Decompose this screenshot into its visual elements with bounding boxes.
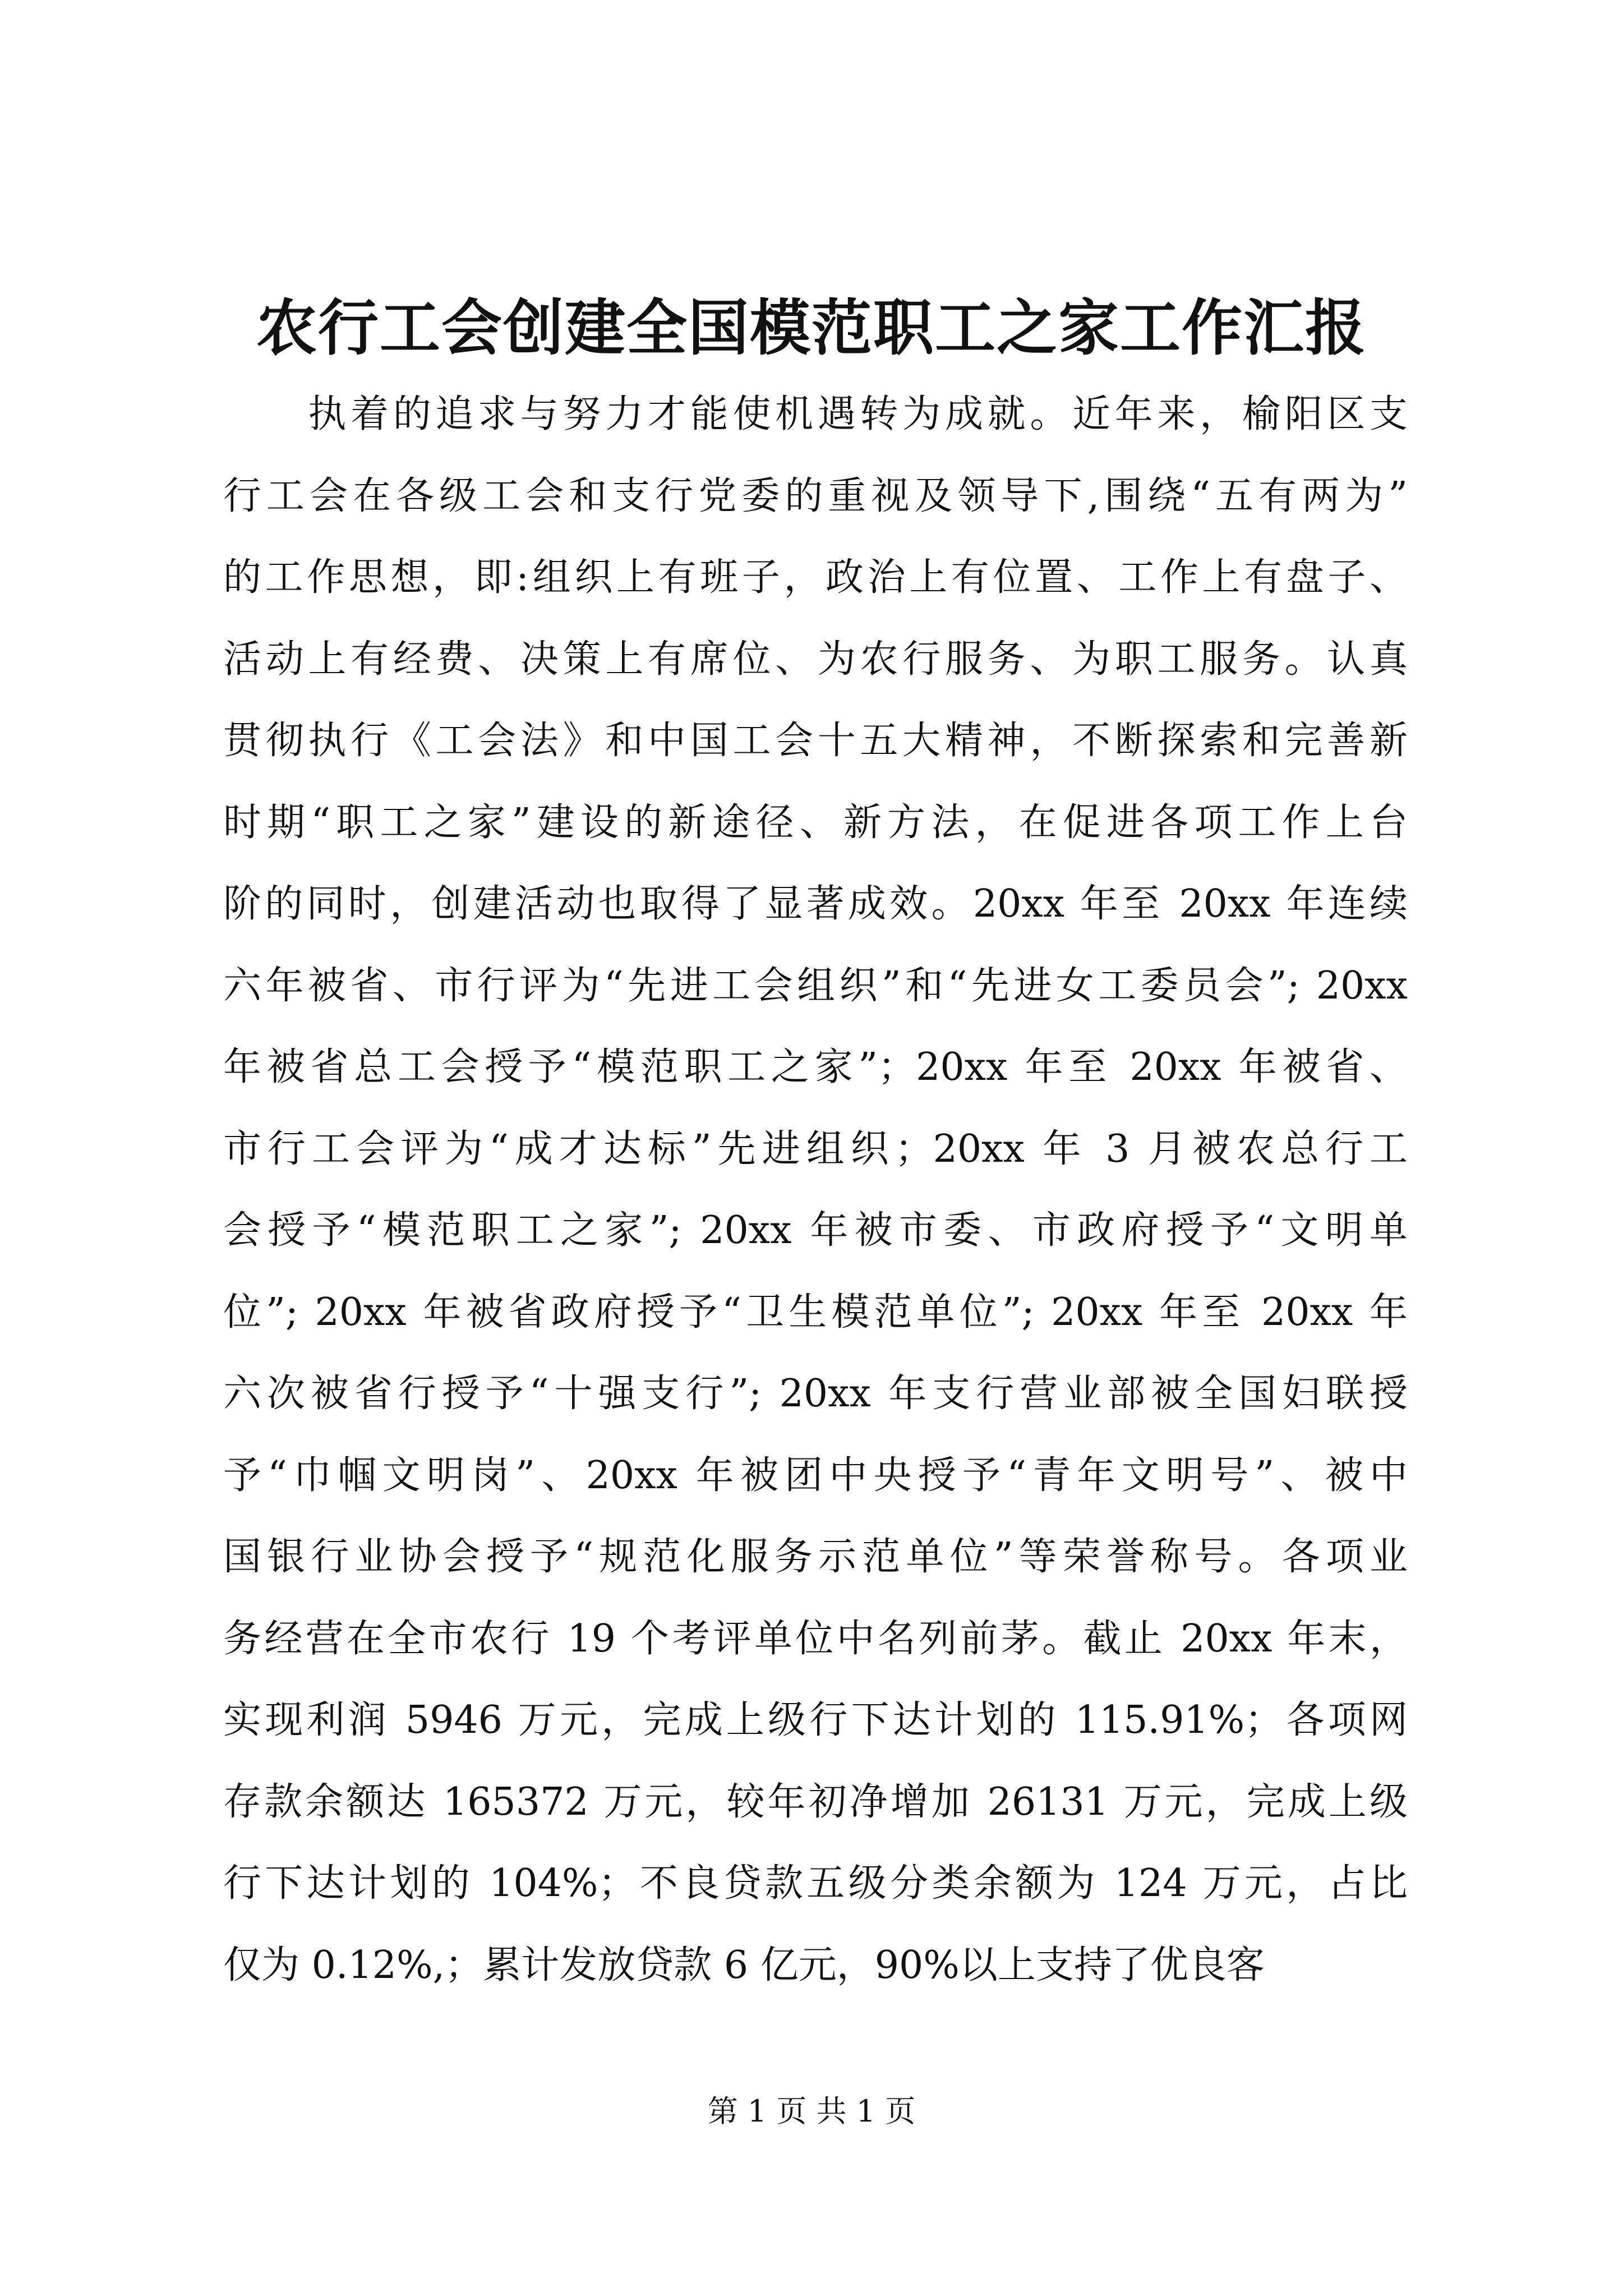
document-body	[223, 374, 1408, 2006]
body-line: 行工会在各级工会和支行党委的重视及领导下,围绕“五有两为”	[223, 473, 1408, 518]
body-line: 实现利润 5946 万元，完成上级行下达计划的 115.91%；各项网	[223, 1698, 1408, 1742]
body-line: 执着的追求与努力才能使机遇转为成就。近年来，榆阳区支	[223, 392, 1408, 436]
body-line: 存款余额达 165372 万元，较年初净增加 26131 万元，完成上级	[223, 1779, 1408, 1824]
body-line: 的工作思想，即:组织上有班子，政治上有位置、工作上有盘子、	[223, 555, 1408, 600]
body-line: 行下达计划的 104%；不良贷款五级分类余额为 124 万元，占比	[223, 1861, 1408, 1906]
body-line: 务经营在全市农行 19 个考评单位中名列前茅。截止 20xx 年末，	[223, 1616, 1408, 1661]
body-line: 六次被省行授予“十强支行”; 20xx 年支行营业部被全国妇联授	[223, 1372, 1408, 1416]
body-line: 市行工会评为“成才达标”先进组织；20xx 年 3 月被农总行工	[223, 1126, 1408, 1171]
document-title: 农行工会创建全国模范职工之家工作汇报	[256, 293, 1367, 364]
body-line: 时期“职工之家”建设的新途径、新方法，在促进各项工作上台	[223, 800, 1408, 845]
body-line: 国银行业协会授予“规范化服务示范单位”等荣誉称号。各项业	[223, 1535, 1408, 1579]
body-line: 年被省总工会授予“模范职工之家”；20xx 年至 20xx 年被省、	[223, 1045, 1408, 1089]
body-line: 贯彻执行《工会法》和中国工会十五大精神，不断探索和完善新	[223, 719, 1408, 763]
body-line: 阶的同时，创建活动也取得了显著成效。20xx 年至 20xx 年连续	[223, 882, 1408, 926]
body-line: 活动上有经费、决策上有席位、为农行服务、为职工服务。认真	[223, 637, 1408, 682]
body-line: 会授予“模范职工之家”; 20xx 年被市委、市政府授予“文明单	[223, 1208, 1408, 1253]
body-line: 仅为 0.12%,；累计发放贷款 6 亿元，90%以上支持了优良客	[223, 1943, 1265, 1987]
page-footer: 第 1 页 共 1 页	[707, 2093, 916, 2129]
body-line: 予“巾帼文明岗”、20xx 年被团中央授予“青年文明号”、被中	[223, 1453, 1408, 1498]
body-line: 六年被省、市行评为“先进工会组织”和“先进女工委员会”; 20xx	[223, 963, 1408, 1008]
body-line: 位”; 20xx 年被省政府授予“卫生模范单位”; 20xx 年至 20xx 年	[223, 1290, 1408, 1335]
